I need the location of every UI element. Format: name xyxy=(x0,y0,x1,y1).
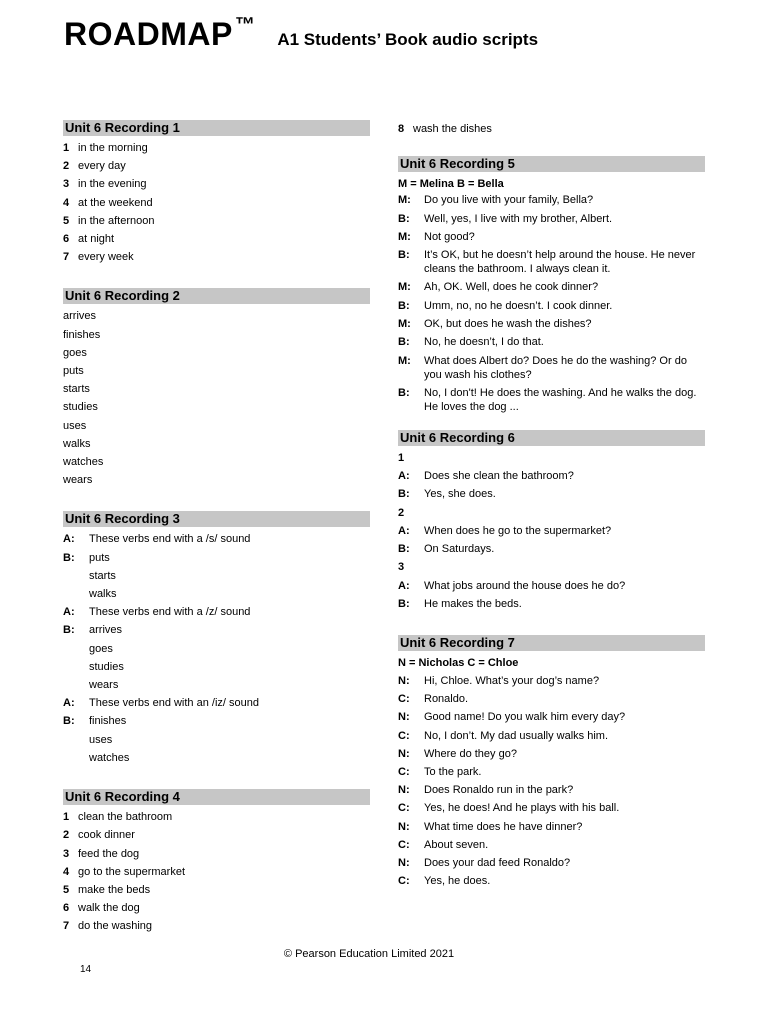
dialogue-text: Yes, he does. xyxy=(424,875,491,888)
list-item xyxy=(63,139,370,157)
recording-4-list-continued xyxy=(398,120,705,138)
dialogue-line xyxy=(398,577,705,595)
dialogue-line xyxy=(398,799,705,817)
speaker-label: C: xyxy=(398,838,410,851)
dialogue-text: studies xyxy=(89,660,124,673)
item-number: 3 xyxy=(63,847,70,860)
dialogue-line xyxy=(398,299,705,313)
recording-7-dialogue xyxy=(398,672,705,890)
item-number: 7 xyxy=(63,251,70,264)
list-item xyxy=(63,175,370,193)
list-item xyxy=(63,845,370,863)
dialogue-line xyxy=(398,354,705,382)
dialogue-line xyxy=(63,676,370,694)
section-heading: Unit 6 Recording 5 xyxy=(398,156,705,172)
item-text: uses xyxy=(63,419,87,432)
item-text: in the evening xyxy=(78,178,147,191)
list-item xyxy=(63,157,370,175)
speaker-label: A: xyxy=(63,606,75,619)
dialogue-text: It’s OK, but he doesn’t help around the house. He never cleans the bathroom. I always clean it. xyxy=(424,249,696,276)
speaker-label xyxy=(63,640,89,658)
speaker-label: A: xyxy=(398,579,410,592)
speaker-label xyxy=(63,585,89,603)
recording-1-list xyxy=(63,139,370,266)
item-text: watches xyxy=(63,456,104,469)
dialogue-line xyxy=(398,595,705,613)
dialogue-text: watches xyxy=(89,751,130,764)
item-number: 6 xyxy=(63,902,70,915)
speaker-label: C: xyxy=(398,729,410,742)
speaker-label: M: xyxy=(398,230,411,243)
exchange-number: 1 xyxy=(398,451,405,464)
item-number: 5 xyxy=(63,214,70,227)
dialogue-line xyxy=(398,540,705,558)
dialogue-line xyxy=(398,467,705,485)
dialogue-text: On Saturdays. xyxy=(424,543,495,556)
dialogue-text: wears xyxy=(89,679,119,692)
dialogue-text: To the park. xyxy=(424,766,482,778)
speaker-label: M: xyxy=(398,281,411,294)
dialogue-text: No, he doesn’t, I do that. xyxy=(424,336,544,349)
speaker-label: B: xyxy=(398,488,410,501)
speaker-label: A: xyxy=(63,697,75,710)
item-number: 5 xyxy=(63,883,70,896)
item-number: 6 xyxy=(63,233,70,246)
speaker-label: B: xyxy=(398,299,410,312)
speaker-label: M: xyxy=(398,317,411,330)
speaker-label: C: xyxy=(398,875,410,888)
dialogue-text: Does she clean the bathroom? xyxy=(424,470,574,483)
dialogue-text: goes xyxy=(89,642,113,655)
item-number: 7 xyxy=(63,920,70,933)
recording-4-list xyxy=(63,808,370,935)
item-number: 3 xyxy=(63,178,70,191)
dialogue-line xyxy=(398,672,705,690)
section-heading: Unit 6 Recording 3 xyxy=(63,511,370,527)
speaker-label: N: xyxy=(398,711,410,724)
dialogue-line xyxy=(63,749,370,767)
dialogue-line xyxy=(398,280,705,294)
recording-6-groups xyxy=(398,449,705,613)
speaker-key: M = Melina B = Bella xyxy=(398,178,504,191)
speaker-label: N: xyxy=(398,674,410,687)
document-title: A1 Students’ Book audio scripts xyxy=(277,30,539,49)
list-item xyxy=(63,808,370,826)
section-recording-6 xyxy=(398,430,705,613)
recording-5-dialogue xyxy=(398,193,705,414)
dialogue-line xyxy=(63,585,370,603)
dialogue-line xyxy=(63,694,370,712)
speaker-label xyxy=(63,567,89,585)
item-number: 4 xyxy=(63,196,70,209)
list-item xyxy=(63,863,370,881)
dialogue-text: He makes the beds. xyxy=(424,597,522,610)
dialogue-line xyxy=(398,836,705,854)
speaker-label: M: xyxy=(398,194,411,207)
section-recording-1 xyxy=(63,120,370,266)
item-text: do the washing xyxy=(78,920,152,933)
item-text: walk the dog xyxy=(78,902,140,915)
item-text: starts xyxy=(63,383,90,396)
dialogue-line xyxy=(398,818,705,836)
section-heading: Unit 6 Recording 7 xyxy=(398,635,705,651)
speaker-label: N: xyxy=(398,820,410,833)
dialogue-text: Not good? xyxy=(424,230,475,243)
speaker-key: N = Nicholas C = Chloe xyxy=(398,656,519,669)
dialogue-line xyxy=(398,781,705,799)
dialogue-text: finishes xyxy=(89,715,127,728)
speaker-label: B: xyxy=(398,386,410,399)
speaker-label: N: xyxy=(398,784,410,797)
item-text: every week xyxy=(78,251,134,264)
brand-logo: ROADMAP ™ xyxy=(64,14,256,52)
list-item xyxy=(63,307,370,325)
list-item xyxy=(63,248,370,266)
section-recording-2 xyxy=(63,288,370,489)
speaker-label: C: xyxy=(398,693,410,706)
right-column xyxy=(398,120,705,912)
list-item xyxy=(63,453,370,471)
speaker-label xyxy=(63,749,89,767)
item-text: studies xyxy=(63,401,98,414)
recording-2-list xyxy=(63,307,370,489)
dialogue-text: walks xyxy=(89,588,117,601)
list-item xyxy=(398,120,705,138)
item-number: 1 xyxy=(63,811,70,824)
dialogue-line xyxy=(398,335,705,349)
speaker-label: B: xyxy=(398,597,410,610)
dialogue-line xyxy=(63,530,370,548)
dialogue-text: uses xyxy=(89,733,113,746)
speaker-label: C: xyxy=(398,802,410,815)
item-number: 1 xyxy=(63,142,70,154)
dialogue-text: What time does he have dinner? xyxy=(424,820,583,833)
speaker-label: C: xyxy=(398,766,410,778)
speaker-label: N: xyxy=(398,857,410,870)
dialogue-line xyxy=(398,708,705,726)
dialogue-text: About seven. xyxy=(424,838,489,851)
speaker-label xyxy=(63,676,89,694)
list-item xyxy=(63,212,370,230)
speaker-label: B: xyxy=(398,212,410,225)
list-item xyxy=(63,344,370,362)
dialogue-text: Good name! Do you walk him every day? xyxy=(424,711,626,724)
section-recording-7 xyxy=(398,635,705,890)
dialogue-line xyxy=(398,763,705,781)
item-text: at the weekend xyxy=(78,196,153,209)
dialogue-line xyxy=(63,658,370,676)
dialogue-line xyxy=(63,549,370,567)
dialogue-text: Well, yes, I live with my brother, Albert. xyxy=(424,212,613,225)
item-text: walks xyxy=(63,437,91,450)
item-text: puts xyxy=(63,365,84,378)
section-heading: Unit 6 Recording 6 xyxy=(398,430,705,446)
section-heading: Unit 6 Recording 1 xyxy=(63,120,370,136)
speaker-label: B: xyxy=(63,715,75,728)
dialogue-text: No, I don’t. My dad usually walks him. xyxy=(424,729,609,742)
list-item xyxy=(63,398,370,416)
section-heading: Unit 6 Recording 4 xyxy=(63,789,370,805)
dialogue-text: Umm, no, no he doesn’t. I cook dinner. xyxy=(424,299,613,312)
section-heading: Unit 6 Recording 2 xyxy=(63,288,370,304)
dialogue-text: arrives xyxy=(89,624,123,637)
dialogue-line xyxy=(398,317,705,331)
dialogue-line xyxy=(398,248,705,276)
dialogue-line xyxy=(398,745,705,763)
list-item xyxy=(63,899,370,917)
list-item xyxy=(63,194,370,212)
list-item xyxy=(63,826,370,844)
dialogue-text: What jobs around the house does he do? xyxy=(424,579,626,592)
exchange-number: 3 xyxy=(398,561,405,574)
item-text: cook dinner xyxy=(78,829,135,842)
dialogue-line xyxy=(63,567,370,585)
dialogue-text: When does he go to the supermarket? xyxy=(424,524,612,537)
dialogue-text: What does Albert do? Does he do the washing? Or do you wash his clothes? xyxy=(424,354,687,381)
section-recording-4 xyxy=(63,789,370,935)
item-text: arrives xyxy=(63,310,97,323)
item-text: clean the bathroom xyxy=(78,811,173,824)
dialogue-line xyxy=(63,731,370,749)
list-item xyxy=(63,417,370,435)
speaker-label xyxy=(63,658,89,676)
exchange-number: 2 xyxy=(398,506,405,519)
dialogue-text: Ah, OK. Well, does he cook dinner? xyxy=(424,281,599,294)
item-text: at night xyxy=(78,233,115,246)
dialogue-text: Does Ronaldo run in the park? xyxy=(424,784,574,797)
item-number: 2 xyxy=(63,160,70,173)
list-item xyxy=(63,380,370,398)
speaker-label: A: xyxy=(63,533,75,546)
dialogue-line xyxy=(398,727,705,745)
dialogue-text: No, I don't! He does the washing. And he walks the dog. He loves the dog ... xyxy=(424,386,697,413)
dialogue-text: Do you live with your family, Bella? xyxy=(424,194,594,207)
dialogue-line xyxy=(398,522,705,540)
list-item xyxy=(63,362,370,380)
item-number: 8 xyxy=(398,123,405,135)
section-recording-3 xyxy=(63,511,370,767)
page-header xyxy=(64,16,538,56)
item-text: every day xyxy=(78,160,126,173)
dialogue-line xyxy=(398,193,705,207)
recording-3-lines xyxy=(63,530,370,767)
speaker-label: A: xyxy=(398,524,410,537)
dialogue-line xyxy=(63,603,370,621)
dialogue-line xyxy=(398,230,705,244)
speaker-label: A: xyxy=(398,470,410,483)
item-text: feed the dog xyxy=(78,847,140,860)
speaker-label: N: xyxy=(398,747,410,760)
list-item xyxy=(63,471,370,489)
dialogue-line xyxy=(398,854,705,872)
dialogue-text: starts xyxy=(89,569,116,582)
list-item xyxy=(63,230,370,248)
dialogue-text: These verbs end with a /z/ sound xyxy=(89,606,251,619)
item-text: finishes xyxy=(63,328,101,341)
dialogue-text: Yes, she does. xyxy=(424,488,496,501)
dialogue-line xyxy=(398,690,705,708)
item-number: 4 xyxy=(63,865,70,878)
list-item xyxy=(63,326,370,344)
list-item xyxy=(63,881,370,899)
dialogue-text: Where do they go? xyxy=(424,747,517,760)
item-text: in the morning xyxy=(78,142,148,154)
item-text: goes xyxy=(63,346,87,359)
left-column xyxy=(63,120,370,958)
speaker-label: B: xyxy=(398,336,410,349)
speaker-label: B: xyxy=(398,543,410,556)
item-text: go to the supermarket xyxy=(78,865,186,878)
speaker-label: B: xyxy=(63,624,75,637)
dialogue-text: Yes, he does! And he plays with his ball. xyxy=(424,802,620,815)
dialogue-text: Does your dad feed Ronaldo? xyxy=(424,857,571,870)
dialogue-text: Hi, Chloe. What’s your dog’s name? xyxy=(424,674,600,687)
speaker-label: M: xyxy=(398,354,411,367)
item-text: wears xyxy=(63,474,93,487)
section-recording-4-continued xyxy=(398,120,705,138)
item-text: make the beds xyxy=(78,883,151,896)
dialogue-text: OK, but does he wash the dishes? xyxy=(424,317,592,330)
dialogue-line xyxy=(398,872,705,890)
list-item xyxy=(63,917,370,935)
dialogue-line xyxy=(398,386,705,414)
dialogue-line xyxy=(398,485,705,503)
dialogue-line xyxy=(63,640,370,658)
speaker-label: B: xyxy=(63,551,75,564)
item-text: in the afternoon xyxy=(78,214,155,227)
section-recording-5 xyxy=(398,156,705,414)
copyright-footer: © Pearson Education Limited 2021 xyxy=(283,948,455,960)
dialogue-line xyxy=(398,212,705,226)
dialogue-line xyxy=(63,621,370,639)
page-number: 14 xyxy=(80,964,92,975)
dialogue-text: Ronaldo. xyxy=(424,693,469,706)
dialogue-text: These verbs end with a /s/ sound xyxy=(89,533,251,546)
list-item xyxy=(63,435,370,453)
dialogue-line xyxy=(63,712,370,730)
dialogue-text: These verbs end with an /iz/ sound xyxy=(89,697,259,710)
item-text: wash the dishes xyxy=(413,123,492,135)
dialogue-text: puts xyxy=(89,551,110,564)
item-number: 2 xyxy=(63,829,70,842)
speaker-label xyxy=(63,731,89,749)
speaker-label: B: xyxy=(398,249,410,262)
